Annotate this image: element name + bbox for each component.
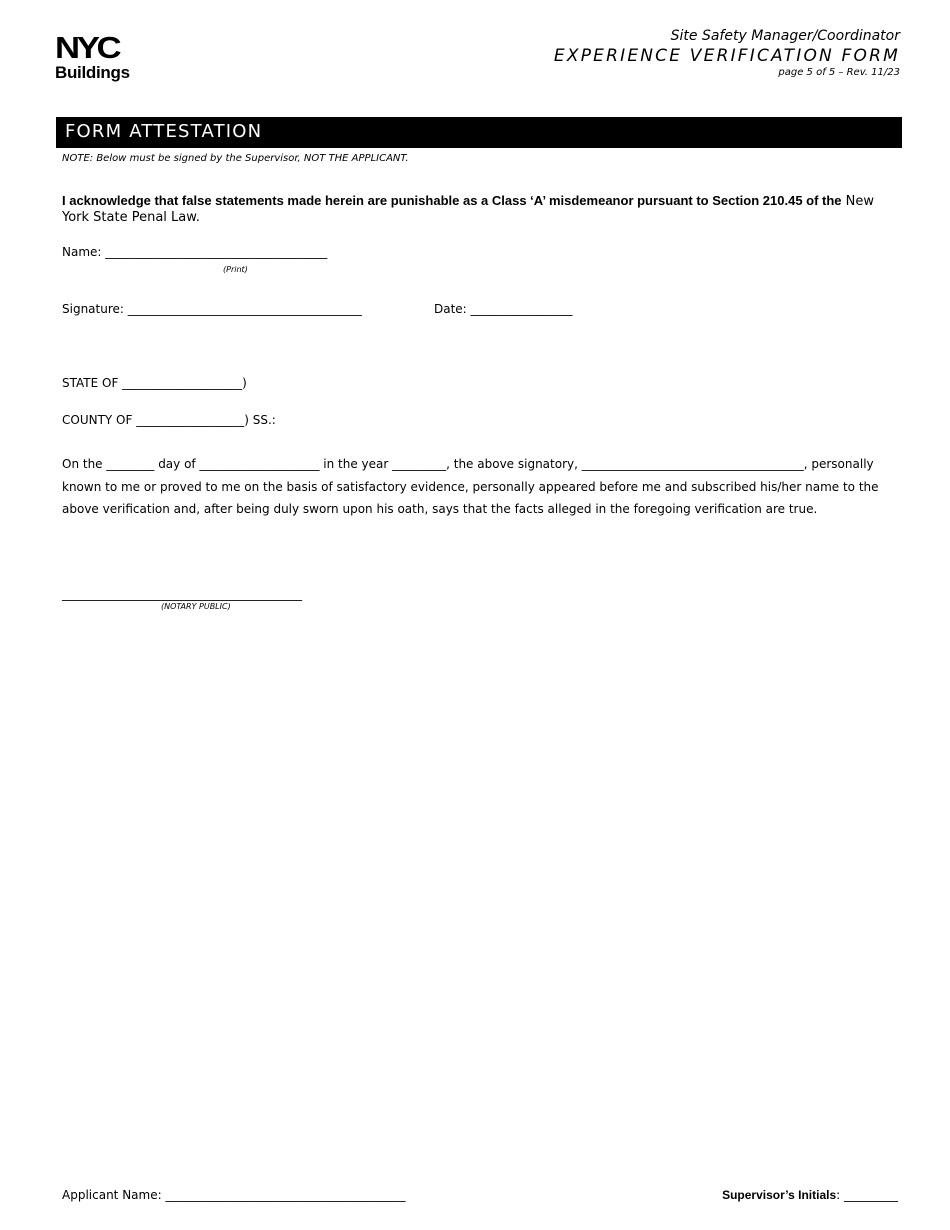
notary-paragraph: On the ________ day of ____________________ in the year _________, the above signatory, _____________________________________, personally known to me or proved to me on the basis of satisfactory evidence, personally appeared before me and subscribed his/her name to the above verification and, after being duly sworn upon his oath, says that the facts alleged in the foregoing verification are true. bbox=[62, 457, 879, 516]
state-of-field[interactable]: STATE OF ____________________) bbox=[62, 376, 247, 390]
name-print-hint: (Print) bbox=[223, 265, 248, 274]
county-of-field[interactable]: COUNTY OF __________________) SS.: bbox=[62, 413, 276, 427]
notary-public-label: (NOTARY PUBLIC) bbox=[161, 602, 231, 611]
signature-field[interactable]: Signature: _______________________________________ bbox=[62, 302, 362, 316]
date-field[interactable]: Date: _________________ bbox=[434, 302, 573, 316]
section-header-bar bbox=[56, 117, 902, 148]
logo-nyc-text: NYC bbox=[55, 30, 119, 65]
supervisor-initials-label: Supervisor’s Initials bbox=[722, 1188, 837, 1202]
supervisor-note: NOTE: Below must be signed by the Supervisor, NOT THE APPLICANT. bbox=[62, 153, 409, 164]
applicant-name-field[interactable]: Applicant Name: ________________________________________ bbox=[62, 1188, 406, 1202]
supervisor-initials-field[interactable] bbox=[722, 1188, 898, 1202]
form-subtitle: Site Safety Manager/Coordinator bbox=[670, 28, 900, 44]
acknowledgement-statement bbox=[62, 193, 902, 226]
acknowledgement-rest: New York State Penal Law. bbox=[62, 194, 875, 225]
page-info: page 5 of 5 – Rev. 11/23 bbox=[778, 67, 900, 78]
logo-buildings-text: Buildings bbox=[55, 63, 130, 82]
nyc-buildings-logo bbox=[55, 30, 147, 83]
section-title: FORM ATTESTATION bbox=[65, 121, 263, 142]
acknowledgement-bold: I acknowledge that false statements made herein are punishable as a Class ‘A’ misdemeanor pursuant to Section 210.45 of the bbox=[62, 193, 842, 208]
notary-signature-line[interactable]: ________________________________________ bbox=[62, 587, 302, 601]
supervisor-initials-line: : _________ bbox=[836, 1188, 898, 1202]
form-title: EXPERIENCE VERIFICATION FORM bbox=[553, 46, 900, 66]
name-field[interactable]: Name: _____________________________________ bbox=[62, 245, 328, 259]
